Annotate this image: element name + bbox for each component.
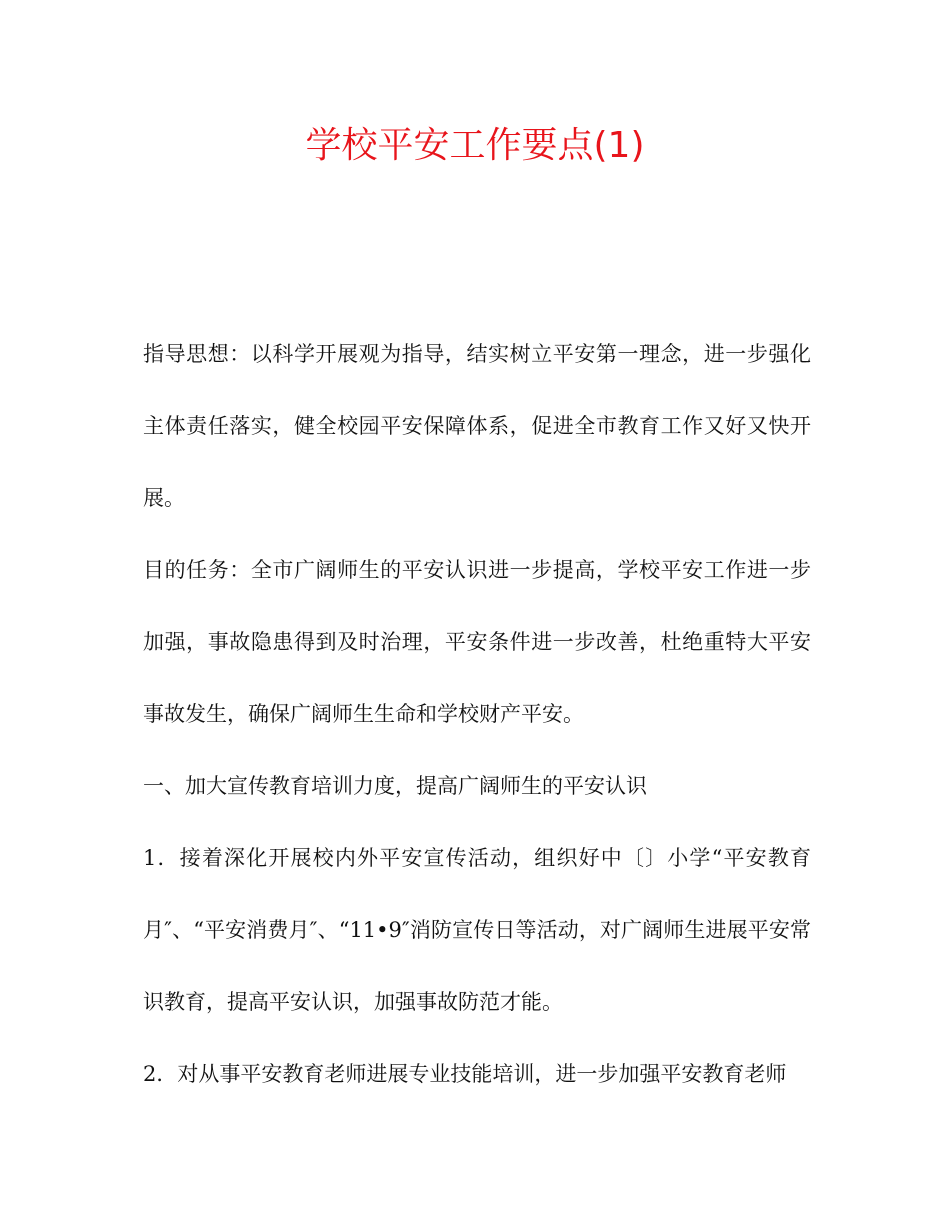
list-item-1: 1．接着深化开展校内外平安宣传活动，组织好中〔〕小学“平安教育月″、“平安消费月″、“11•9″消防宣传日等活动，对广阔师生进展平安常识教育，提高平安认识，加强事故防范才能。	[143, 846, 811, 1014]
paragraph-guiding-ideology: 指导思想：以科学开展观为指导，结实树立平安第一理念，进一步强化主体责任落实，健全校园平安保障体系，促进全市教育工作又好又快开展。	[143, 342, 811, 510]
section-heading-1: 一、加大宣传教育培训力度，提高广阔师生的平安认识	[143, 774, 647, 798]
paragraph-objectives: 目的任务：全市广阔师生的平安认识进一步提高，学校平安工作进一步加强，事故隐患得到及时治理，平安条件进一步改善，杜绝重特大平安事故发生，确保广阔师生生命和学校财产平安。	[143, 558, 811, 726]
list-item-2: 2．对从事平安教育老师进展专业技能培训，进一步加强平安教育老师	[143, 1062, 787, 1086]
page-title: 学校平安工作要点(1)	[305, 125, 645, 166]
document-body	[143, 318, 811, 1110]
